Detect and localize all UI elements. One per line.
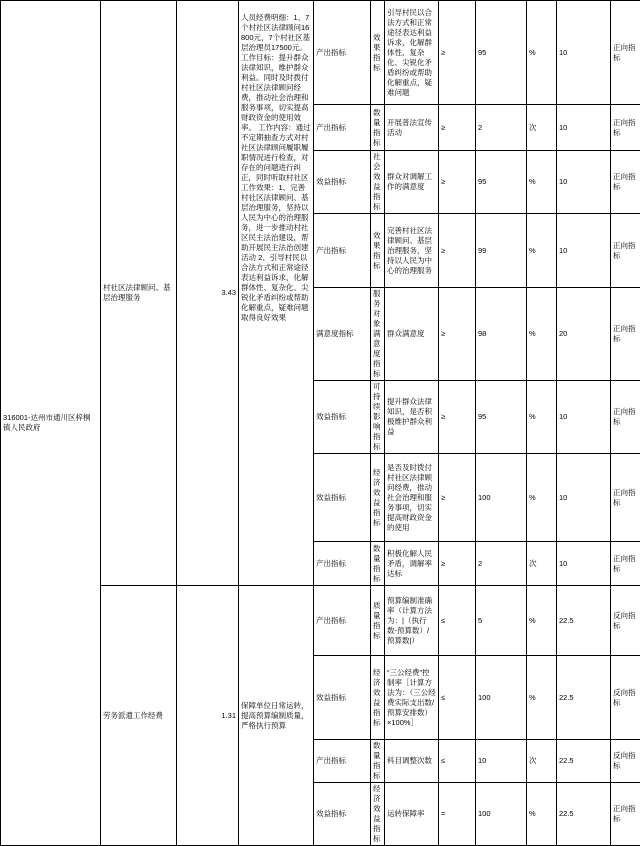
project-name: 劳务派遣工作经费: [101, 586, 177, 846]
indicator-direction: 正向指标: [611, 288, 640, 381]
indicator-value: 95: [476, 1, 527, 105]
indicator-direction: 正向指标: [611, 381, 640, 454]
indicator-level2: 经济效益指标: [371, 783, 385, 846]
indicator-level1: 效益指标: [314, 656, 371, 740]
indicator-direction: 正向指标: [611, 454, 640, 542]
unit-name: 316001-达州市通川区梓桐镇人民政府: [1, 1, 101, 846]
indicator-value: 95: [476, 381, 527, 454]
indicator-operator: =: [439, 783, 476, 846]
indicator-level2: 社会效益指标: [371, 151, 385, 214]
indicator-operator: ≥: [439, 381, 476, 454]
indicator-weight: 10: [557, 214, 611, 288]
indicator-name: 群众对调解工作的满意度: [385, 151, 439, 214]
indicator-unit: 次: [527, 542, 557, 586]
indicator-operator: ≥: [439, 288, 476, 381]
indicator-level1: 产出指标: [314, 542, 371, 586]
indicator-level1: 产出指标: [314, 740, 371, 783]
indicator-unit: %: [527, 151, 557, 214]
indicator-weight: 22.5: [557, 740, 611, 783]
indicator-operator: ≤: [439, 656, 476, 740]
indicator-level1: 产出指标: [314, 214, 371, 288]
project-description: 保障单位日常运转，提高预算编制质量，严格执行预算: [239, 586, 314, 846]
indicator-name: 群众满意度: [385, 288, 439, 381]
indicator-level1: 效益指标: [314, 151, 371, 214]
indicator-weight: 10: [557, 105, 611, 151]
indicator-level1: 产出指标: [314, 1, 371, 105]
indicator-weight: 22.5: [557, 586, 611, 656]
indicator-unit: %: [527, 1, 557, 105]
indicator-name: 开展普法宣传活动: [385, 105, 439, 151]
indicator-unit: %: [527, 586, 557, 656]
indicator-value: 2: [476, 542, 527, 586]
indicator-operator: ≤: [439, 586, 476, 656]
indicator-level2: 数量指标: [371, 542, 385, 586]
indicator-level1: 满意度指标: [314, 288, 371, 381]
indicator-unit: %: [527, 454, 557, 542]
indicator-value: 100: [476, 454, 527, 542]
indicator-value: 100: [476, 783, 527, 846]
indicator-value: 95: [476, 151, 527, 214]
indicator-name: 积极化解人民矛盾，调解率达标: [385, 542, 439, 586]
indicator-value: 5: [476, 586, 527, 656]
indicator-name: 提升群众法律知识，是否积极维护群众利益: [385, 381, 439, 454]
indicator-unit: %: [527, 381, 557, 454]
indicator-level1: 效益指标: [314, 783, 371, 846]
indicator-level2: 数量指标: [371, 105, 385, 151]
indicator-level2: 效果指标: [371, 214, 385, 288]
indicator-weight: 10: [557, 151, 611, 214]
indicator-unit: %: [527, 783, 557, 846]
indicator-level2: 可持续影响指标: [371, 381, 385, 454]
indicator-level2: 经济效益指标: [371, 454, 385, 542]
indicator-unit: %: [527, 288, 557, 381]
project-name: 村社区法律顾问、基层治理服务: [101, 1, 177, 586]
indicator-direction: 反向指标: [611, 740, 640, 783]
indicator-value: 10: [476, 740, 527, 783]
indicator-value: 98: [476, 288, 527, 381]
indicator-name: 运转保障率: [385, 783, 439, 846]
indicator-operator: ≥: [439, 214, 476, 288]
indicator-weight: 20: [557, 288, 611, 381]
indicator-level2: 经济效益指标: [371, 656, 385, 740]
indicator-operator: ≥: [439, 542, 476, 586]
indicator-level2: 数量指标: [371, 740, 385, 783]
indicator-level1: 产出指标: [314, 586, 371, 656]
indicator-operator: ≥: [439, 1, 476, 105]
indicator-weight: 10: [557, 1, 611, 105]
indicator-level1: 效益指标: [314, 454, 371, 542]
indicator-level2: 效果指标: [371, 1, 385, 105]
indicator-unit: 次: [527, 105, 557, 151]
indicator-direction: 正向指标: [611, 542, 640, 586]
indicator-weight: 10: [557, 381, 611, 454]
indicator-level1: 产出指标: [314, 105, 371, 151]
indicator-level2: 服务对象满意度指标: [371, 288, 385, 381]
indicator-level2: 质量指标: [371, 586, 385, 656]
indicator-unit: %: [527, 214, 557, 288]
project-amount: 3.43: [177, 1, 239, 586]
indicator-value: 2: [476, 105, 527, 151]
indicator-name: 完善村社区法律顾问、基层治理服务，坚持以人民为中心的治理服务: [385, 214, 439, 288]
indicator-value: 99: [476, 214, 527, 288]
indicator-direction: 正向指标: [611, 214, 640, 288]
indicator-name: 是否及时拨付村社区法律顾问经费，推动社会治理和服务事项，切实提高财政资金的使用: [385, 454, 439, 542]
indicator-name: 科目调整次数: [385, 740, 439, 783]
indicator-direction: 正向指标: [611, 105, 640, 151]
indicator-direction: 反向指标: [611, 586, 640, 656]
indicator-direction: 正向指标: [611, 151, 640, 214]
indicator-name: 引导村民以合法方式和正常途径表达利益诉求，化解群体性、复杂化、尖锐化矛盾纠纷或帮助化解重点，疑难问题: [385, 1, 439, 105]
indicator-name: 预算编制准确率（计算方法为：|（执行数-预算数）/预算数|）: [385, 586, 439, 656]
indicator-operator: ≥: [439, 454, 476, 542]
project-amount: 1.31: [177, 586, 239, 846]
indicator-direction: 正向指标: [611, 1, 640, 105]
indicator-weight: 10: [557, 454, 611, 542]
indicator-weight: 22.5: [557, 656, 611, 740]
indicator-direction: 正向指标: [611, 783, 640, 846]
indicator-operator: ≥: [439, 105, 476, 151]
indicator-weight: 22.5: [557, 783, 611, 846]
indicator-unit: %: [527, 656, 557, 740]
indicator-unit: 次: [527, 740, 557, 783]
indicator-weight: 10: [557, 542, 611, 586]
indicator-direction: 反向指标: [611, 656, 640, 740]
indicator-name: “三公经费”控制率［计算方法为：（三公经费实际支出数/预算安排数）×100%］: [385, 656, 439, 740]
indicator-operator: ≥: [439, 151, 476, 214]
indicator-level1: 效益指标: [314, 381, 371, 454]
project-description: 人员经费明细：1、7个村社区法律顾问16800元，7个村社区基层治理员17500元。 工作目标：提升群众法律知识，维护群众利益。同时及时拨付村社区法律顾问经费，推动社会治理和服务事项，切实提高财政资金的使用效率。 工作内容：通过不定期抽查方式对村社区法律顾问履职履职情况进行检查，对存在的问题进行纠正，同时听取村社区 工作效果：1、完善村社区法律顾问、基层治理服务，坚持以人民为中心的治理服务，进一步推动村社区民主法治建设，帮助开展民主法治创建活动 2、引导村民以合法方式和正常途径表达利益诉求，化解群体性、复杂化、尖锐化矛盾纠纷或帮助化解重点，疑难问题取得良好效果: [239, 1, 314, 586]
indicator-operator: ≤: [439, 740, 476, 783]
indicator-value: 100: [476, 656, 527, 740]
